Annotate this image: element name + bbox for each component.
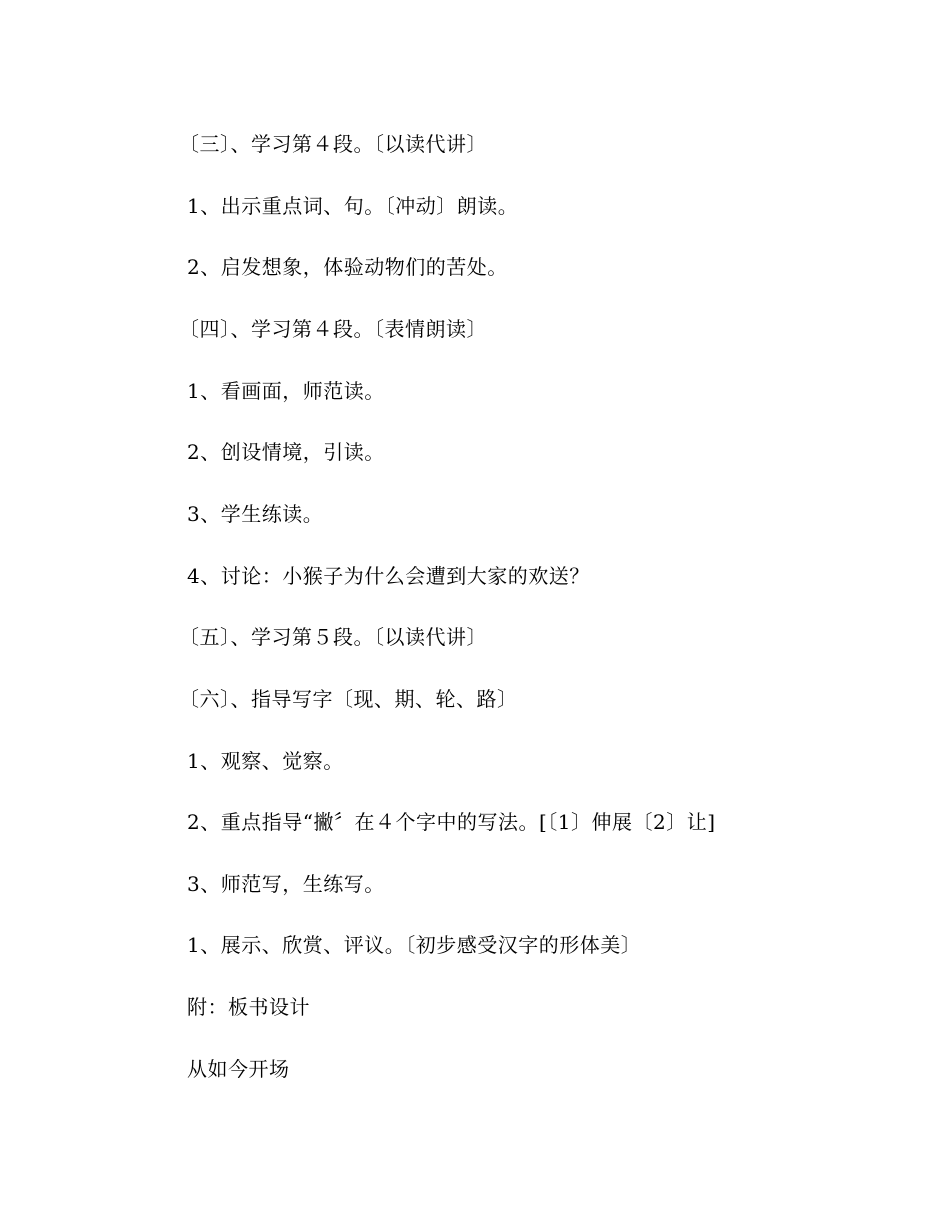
list-item: 2、启发想象，体验动物们的苦处。 — [187, 255, 508, 279]
list-item: 1、观察、觉察。 — [187, 749, 344, 773]
section-heading-6: 〔六〕、指导写字〔现、期、轮、路〕 — [179, 687, 518, 711]
section-heading-3: 〔三〕、学习第４段。〔以读代讲〕 — [179, 132, 487, 156]
section-heading-5: 〔五〕、学习第５段。〔以读代讲〕 — [179, 625, 487, 649]
list-item: 2、创设情境，引读。 — [187, 440, 385, 464]
list-item: 3、师范写，生练写。 — [187, 872, 385, 896]
list-item: 2、重点指导“撇〞在４个字中的写法。[〔1〕伸展〔2〕让] — [187, 810, 716, 834]
list-item: 3、学生练读。 — [187, 502, 324, 526]
section-heading-4: 〔四〕、学习第４段。〔表情朗读〕 — [179, 317, 487, 341]
list-item: 1、出示重点词、句。〔冲动〕朗读。 — [187, 194, 519, 218]
list-item: 1、看画面，师范读。 — [187, 379, 385, 403]
list-item: 1、展示、欣赏、评议。〔初步感受汉字的形体美〕 — [187, 933, 642, 957]
list-item: 4、讨论：小猴子为什么会遭到大家的欢送？ — [187, 564, 590, 588]
board-design-line: 从如今开场 — [187, 1057, 290, 1081]
appendix-heading: 附：板书设计 — [187, 995, 310, 1019]
